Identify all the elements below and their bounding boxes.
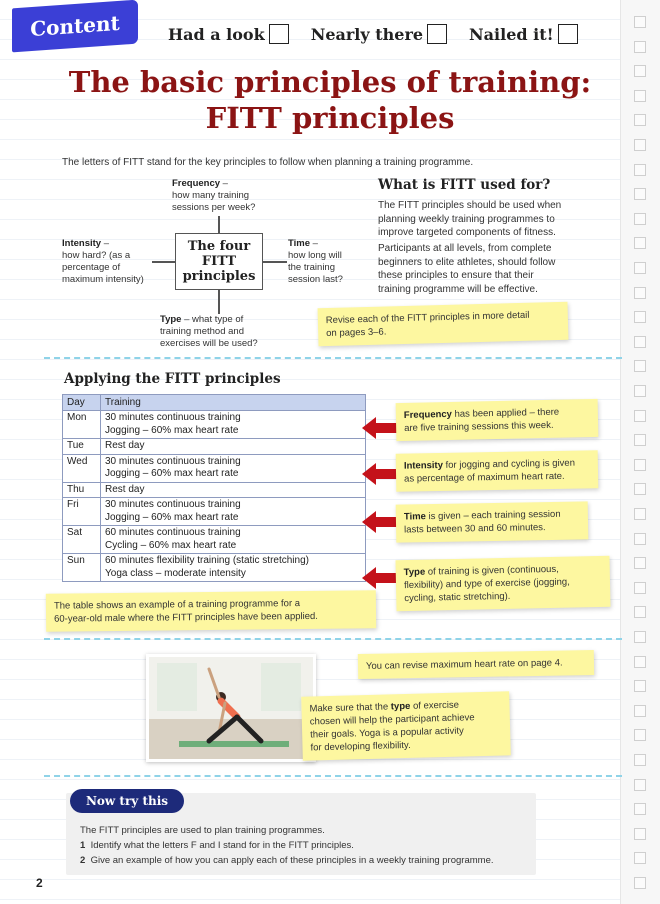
callout-type [395,556,610,611]
page-title [40,64,620,136]
margin-checkbox[interactable] [634,852,646,864]
column-header: Training [101,395,366,411]
margin-checkbox[interactable] [634,557,646,569]
margin-checkbox[interactable] [634,779,646,791]
margin-checkbox[interactable] [634,360,646,372]
callout-text: flexibility) and type of exercise (jogging, [403,576,570,592]
training-cell [101,439,366,455]
note-line: chosen will help the participant achieve [309,712,475,728]
what-is-fitt-para-1 [378,199,561,240]
what-is-fitt-heading: What is FITT used for? [378,177,551,193]
para-line: these principles to ensure that their [378,270,534,281]
question-number: 2 [80,855,86,866]
note-line: their goals. Yoga is a popular activity [310,725,464,741]
callout-text: of training is given (continuous, [425,563,559,578]
note-text: Make sure that the [309,701,391,715]
callout-intensity [396,450,599,492]
margin-checkbox[interactable] [634,533,646,545]
margin-checkbox[interactable] [634,16,646,28]
margin-checkbox[interactable] [634,164,646,176]
progress-nearly-there[interactable] [311,24,447,44]
margin-checkbox[interactable] [634,508,646,520]
margin-checkbox[interactable] [634,434,646,446]
question-text: Identify what the letters F and I stand for in the FITT principles. [90,840,354,851]
center-line: principles [182,269,256,284]
margin-checkbox[interactable] [634,237,646,249]
table-row [63,439,366,455]
connector-line [218,290,220,314]
time-line: the training [288,262,336,273]
fitt-center-box [175,233,263,290]
training-line: Jogging – 60% max heart rate [105,511,239,523]
training-line: 30 minutes continuous training [105,499,241,510]
margin-checkbox[interactable] [634,754,646,766]
callout-term: Time [403,511,427,523]
table-row [63,498,366,526]
day-cell: Tue [63,439,101,455]
question-text: Give an example of how you can apply each of these principles in a weekly training programme. [90,855,494,866]
note-text: of exercise [410,699,460,712]
title-line-1: The basic principles of training: [68,65,592,99]
margin-checkbox[interactable] [634,680,646,692]
yoga-photo [146,654,316,762]
heart-rate-note: You can revise maximum heart rate on page 4. [358,650,594,679]
margin-checkbox[interactable] [634,90,646,102]
callout-term: Frequency [403,408,453,421]
margin-checkbox[interactable] [634,213,646,225]
time-term: Time [288,238,311,249]
progress-label: Nailed it! [469,24,554,44]
section-divider [44,638,622,640]
note-line: for developing flexibility. [310,739,411,754]
frequency-term: Frequency [172,178,221,189]
margin-checkbox[interactable] [634,262,646,274]
diagram-intensity: Intensity – how hard? (as a percentage of maximum intensity) [62,238,144,285]
margin-checkbox[interactable] [634,656,646,668]
training-table [62,394,366,582]
table-row [63,411,366,439]
page-number: 2 [36,876,43,890]
intensity-line: percentage of [62,262,121,273]
red-arrow-icon [362,511,400,533]
connector-line [152,261,175,263]
note-line: on pages 3–6. [326,326,387,340]
intensity-term: Intensity [62,238,102,249]
type-line: exercises will be used? [160,338,258,349]
revise-note [318,302,569,347]
margin-checkbox[interactable] [634,385,646,397]
para-line: improve targeted components of fitness. [378,227,556,238]
now-try-content [80,823,494,868]
time-line: session last? [288,274,343,285]
intro-text: The letters of FITT stand for the key principles to follow when planning a training programme. [62,157,474,168]
margin-checkbox[interactable] [634,459,646,471]
progress-checkbox[interactable] [269,24,289,44]
training-cell [101,526,366,554]
red-arrow-icon [362,417,400,439]
callout-text: is given – each training session [425,508,561,523]
progress-had-a-look[interactable] [168,24,289,44]
type-term: Type [160,314,182,325]
para-line: beginners to elite athletes, should follow [378,256,556,268]
training-line: 60 minutes continuous training [105,527,241,538]
margin-checkbox[interactable] [634,729,646,741]
training-cell [101,482,366,498]
training-line: 30 minutes continuous training [105,455,241,467]
training-line: Cycling – 60% max heart rate [105,539,237,551]
day-cell: Wed [63,454,101,482]
callout-term: Type [403,566,426,579]
section-divider [44,357,622,359]
intensity-line: how hard? (as a [62,250,131,261]
para-line: planning weekly training programmes to [378,213,555,225]
day-cell: Mon [63,411,101,439]
note-line: The table shows an example of a training programme for a [53,598,301,612]
margin-checkbox[interactable] [634,606,646,618]
margin-checkbox[interactable] [634,139,646,151]
connector-line [263,261,287,263]
callout-text: has been applied – there [451,406,560,420]
table-row [63,482,366,498]
training-line: Rest day [105,440,145,451]
margin-checkbox[interactable] [634,114,646,126]
progress-label: Nearly there [310,24,424,44]
title-line-2: FITT principles [205,101,455,135]
now-try-this-tab: Now try this [70,789,184,813]
section-divider [44,775,622,777]
day-cell: Thu [63,482,101,498]
para-line: Participants at all levels, from complete [378,243,552,254]
progress-checkbox[interactable] [427,24,447,44]
red-arrow-icon [362,463,400,485]
progress-label: Had a look [168,24,265,44]
applying-heading: Applying the FITT principles [64,371,281,387]
progress-checklist [168,24,578,44]
table-row [63,554,366,582]
callout-frequency [396,399,599,441]
margin-checkbox[interactable] [634,336,646,348]
margin-checkbox[interactable] [634,65,646,77]
callout-text: cycling, static stretching). [404,590,511,605]
margin-checkbox[interactable] [634,410,646,422]
yoga-pose-illustration [149,657,313,759]
callout-text: lasts between 30 and 60 minutes. [404,522,546,536]
margin-checkbox[interactable] [634,287,646,299]
question-2 [80,853,494,868]
training-cell [101,411,366,439]
progress-checkbox[interactable] [558,24,578,44]
content-section-tab[interactable]: Content [12,0,138,52]
training-line: Rest day [105,483,145,495]
margin-checkbox[interactable] [634,311,646,323]
diagram-frequency: Frequency – how many training sessions per week? [172,178,256,213]
table-note [46,590,376,631]
red-arrow-icon [362,567,400,589]
training-cell [101,554,366,582]
table-row [63,454,366,482]
margin-checkbox[interactable] [634,828,646,840]
center-line: FITT [201,254,237,269]
margin-checkbox[interactable] [634,877,646,889]
margin-checkbox[interactable] [634,582,646,594]
question-1 [80,838,494,853]
diagram-type: Type – what type of training method and exercises will be used? [160,314,258,349]
training-line: 60 minutes flexibility training (static stretching) [105,555,309,566]
margin-checkbox[interactable] [634,41,646,53]
day-cell: Fri [63,498,101,526]
training-cell [101,498,366,526]
table-row [63,526,366,554]
training-line: 30 minutes continuous training [105,412,241,423]
frequency-line: sessions per week? [172,202,256,213]
margin-checkbox[interactable] [634,705,646,717]
time-line: how long will [288,250,342,261]
yoga-note [301,691,511,760]
frequency-line: how many training [172,190,250,201]
connector-line [218,216,220,233]
type-line: what type of [192,314,244,325]
callout-time [396,501,589,542]
intensity-line: maximum intensity) [62,274,144,285]
type-line: training method and [160,326,244,337]
training-line: Jogging – 60% max heart rate [105,468,239,479]
what-is-fitt-para-2 [378,242,555,296]
para-line: training programme will be effective. [378,283,538,295]
question-number: 1 [80,840,86,851]
note-term: type [390,700,411,713]
day-cell: Sat [63,526,101,554]
callout-text: are five training sessions this week. [404,419,554,434]
margin-checkbox[interactable] [634,188,646,200]
column-header: Day [63,395,101,411]
note-line: 60-year-old male where the FITT principles have been applied. [54,610,318,625]
callout-term: Intensity [403,459,444,472]
training-cell [101,454,366,482]
center-line: The four [187,239,251,254]
training-line: Jogging – 60% max heart rate [105,424,239,436]
now-try-intro: The FITT principles are used to plan training programmes. [80,825,325,836]
margin-checkbox[interactable] [634,631,646,643]
note-line: Revise each of the FITT principles in more detail [325,309,530,327]
table-header-row [63,395,366,411]
margin-checkbox[interactable] [634,483,646,495]
para-line: The FITT principles should be used when [378,200,562,211]
margin-checkbox[interactable] [634,803,646,815]
callout-text: for jogging and cycling is given [442,457,576,471]
training-line: Yoga class – moderate intensity [105,567,246,579]
progress-nailed-it[interactable] [469,24,578,44]
callout-text: as percentage of maximum heart rate. [404,470,565,485]
right-margin-checklist [620,0,660,904]
diagram-time: Time – how long will the training session last? [288,238,343,285]
day-cell: Sun [63,554,101,582]
